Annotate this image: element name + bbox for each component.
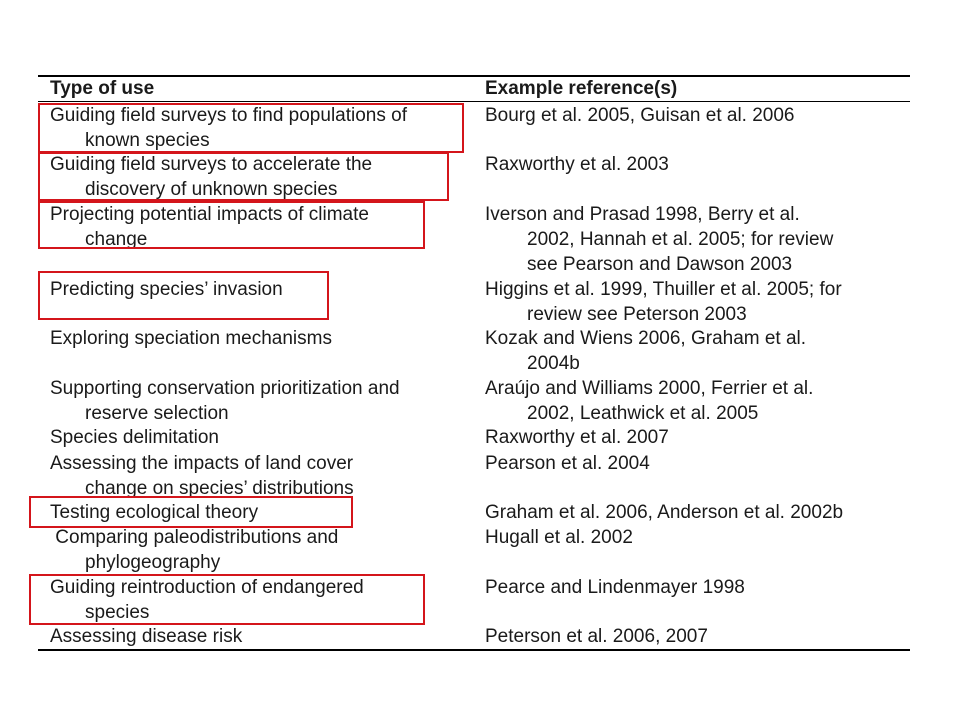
table-bottom-rule bbox=[38, 649, 910, 651]
header-type-of-use: Type of use bbox=[50, 78, 155, 99]
reference-line: Hugall et al. 2002 bbox=[485, 527, 633, 548]
reference-line: Pearson et al. 2004 bbox=[485, 453, 650, 474]
highlight-box bbox=[38, 201, 425, 249]
reference-cell bbox=[485, 525, 905, 550]
highlight-box bbox=[38, 152, 449, 201]
reference-cell bbox=[485, 425, 905, 450]
reference-cell bbox=[485, 103, 905, 128]
type-of-use-line: Species delimitation bbox=[50, 427, 219, 448]
reference-line: review see Peterson 2003 bbox=[527, 304, 747, 325]
type-of-use-line: phylogeography bbox=[85, 552, 221, 573]
reference-line: Iverson and Prasad 1998, Berry et al. bbox=[485, 204, 800, 225]
highlight-box bbox=[29, 574, 425, 625]
reference-line: Raxworthy et al. 2003 bbox=[485, 154, 669, 175]
type-of-use-line: Assessing disease risk bbox=[50, 626, 243, 647]
reference-line: Araújo and Williams 2000, Ferrier et al. bbox=[485, 378, 814, 399]
type-of-use-cell bbox=[50, 525, 475, 575]
type-of-use-cell bbox=[50, 451, 475, 501]
type-of-use-line: Predicting species’ invasion bbox=[50, 279, 283, 300]
type-of-use-line: Guiding field surveys to find populations of bbox=[50, 105, 407, 126]
reference-cell bbox=[485, 277, 905, 327]
reference-cell bbox=[485, 451, 905, 476]
reference-cell bbox=[485, 376, 905, 426]
type-of-use-line: Guiding field surveys to accelerate the bbox=[50, 154, 373, 175]
type-of-use-line: reserve selection bbox=[85, 403, 229, 424]
reference-cell bbox=[485, 326, 905, 376]
reference-line: 2004b bbox=[527, 353, 580, 374]
table-header-rule bbox=[38, 101, 910, 102]
reference-line: see Pearson and Dawson 2003 bbox=[527, 254, 793, 275]
type-of-use-line: Assessing the impacts of land cover bbox=[50, 453, 354, 474]
type-of-use-line: Exploring speciation mechanisms bbox=[50, 328, 332, 349]
type-of-use-line: discovery of unknown species bbox=[85, 179, 338, 200]
type-of-use-line: Supporting conservation prioritization and bbox=[50, 378, 400, 399]
type-of-use-line: Projecting potential impacts of climate bbox=[50, 204, 369, 225]
reference-line: Graham et al. 2006, Anderson et al. 2002b bbox=[485, 502, 844, 523]
reference-line: Kozak and Wiens 2006, Graham et al. bbox=[485, 328, 807, 349]
reference-line: 2002, Hannah et al. 2005; for review bbox=[527, 229, 834, 250]
reference-cell bbox=[485, 624, 905, 649]
reference-cell bbox=[485, 575, 905, 600]
type-of-use-cell bbox=[50, 326, 475, 351]
reference-line: Higgins et al. 1999, Thuiller et al. 2005; for bbox=[485, 279, 842, 300]
type-of-use-cell bbox=[50, 376, 475, 426]
reference-line: Raxworthy et al. 2007 bbox=[485, 427, 669, 448]
table-top-rule bbox=[38, 75, 910, 77]
reference-cell bbox=[485, 152, 905, 177]
type-of-use-cell bbox=[50, 624, 475, 649]
reference-line: Pearce and Lindenmayer 1998 bbox=[485, 577, 745, 598]
type-of-use-line: Guiding reintroduction of endangered bbox=[50, 577, 364, 598]
type-of-use-line: known species bbox=[85, 130, 210, 151]
reference-line: 2002, Leathwick et al. 2005 bbox=[527, 403, 759, 424]
type-of-use-cell bbox=[50, 425, 475, 450]
highlight-box bbox=[38, 271, 329, 320]
type-of-use-line: change on species’ distributions bbox=[85, 478, 354, 499]
reference-cell bbox=[485, 202, 905, 277]
type-of-use-line: Comparing paleodistributions and bbox=[50, 527, 339, 548]
header-example-references: Example reference(s) bbox=[485, 78, 678, 99]
reference-line: Bourg et al. 2005, Guisan et al. 2006 bbox=[485, 105, 795, 126]
reference-cell bbox=[485, 500, 905, 525]
reference-line: Peterson et al. 2006, 2007 bbox=[485, 626, 708, 647]
type-of-use-line: change bbox=[85, 229, 148, 250]
type-of-use-line: species bbox=[85, 602, 150, 623]
highlight-box bbox=[29, 496, 353, 528]
highlight-box bbox=[38, 103, 464, 153]
type-of-use-line: Testing ecological theory bbox=[50, 502, 259, 523]
